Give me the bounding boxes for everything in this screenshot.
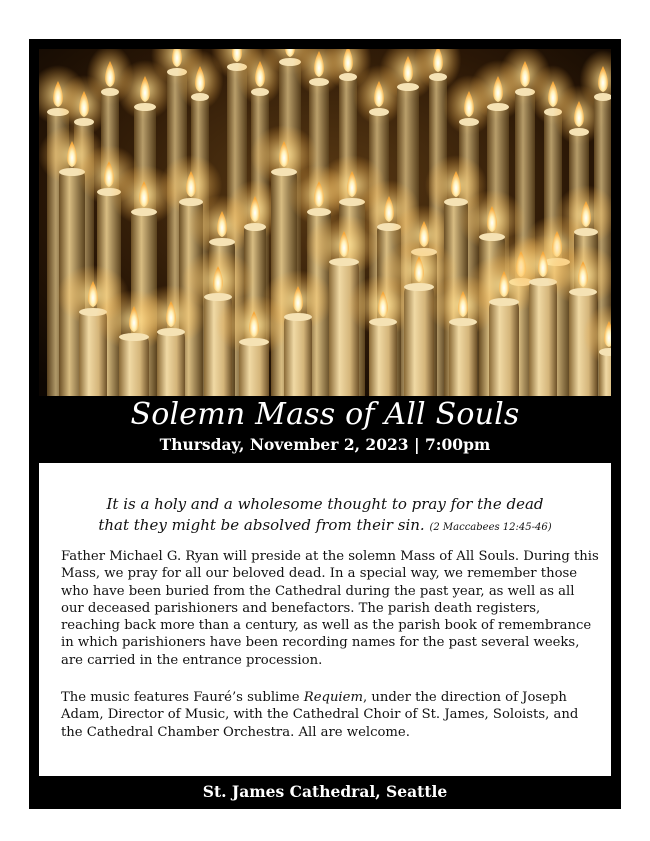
quote-reference: (2 Maccabees 12:45-46) — [429, 522, 552, 533]
candle-top — [574, 228, 598, 236]
candle-wax — [449, 319, 477, 396]
candle-wax — [599, 349, 611, 396]
paragraph-mass-description: Father Michael G. Ryan will preside at the solemn Mass of All Souls. During this Mass, we pray for all our beloved dead. In a special way, we remember those who have been buried from the Cathedral during the past year, as well as all our deceased parishioners and benefactors. The parish death registers, reaching back more than a century, as well as the parish book of remembrance in which parishioners have been recording names for the past several weeks, are carried in the entrance procession. — [61, 549, 599, 668]
candle-top — [307, 208, 331, 216]
event-datetime: Thursday, November 2, 2023 | 7:00pm — [159, 435, 491, 454]
flyer-frame — [29, 39, 621, 809]
candle-wax — [369, 319, 397, 396]
quote-line-1: It is a holy and a wholesome thought to pray for the dead — [106, 495, 544, 513]
candle-top — [157, 328, 185, 336]
candle-wax — [239, 339, 269, 396]
candle-top — [397, 83, 419, 91]
candle-top — [489, 298, 519, 306]
quote-line-2-text: that they might be absolved from their sin. — [98, 516, 425, 534]
candle-top — [339, 73, 357, 81]
candle-top — [209, 238, 235, 246]
candle-top — [251, 88, 269, 96]
candle-top — [244, 223, 266, 231]
candle-wax — [157, 329, 185, 396]
candle-top — [569, 128, 589, 136]
candle-top — [239, 338, 269, 346]
candle-top — [204, 293, 232, 301]
candle-top — [284, 313, 312, 321]
quote-line-2 — [39, 515, 611, 538]
candle-top — [329, 258, 359, 266]
candle-top — [459, 118, 479, 126]
candle-wax — [284, 314, 312, 396]
candle-top — [271, 168, 297, 176]
candle-top — [101, 88, 119, 96]
candle-top — [309, 78, 329, 86]
paragraph-music-end: , under the direction of Joseph Adam, Director of Music, with the Cathedral Choir of St. James, Soloists, and the Cathedral Chamber Orchestra. All are welcome. — [61, 690, 579, 740]
candles-illustration — [39, 49, 611, 396]
candle-wax — [489, 299, 519, 396]
location-footer: St. James Cathedral, Seattle — [202, 782, 448, 801]
candle-top — [191, 93, 209, 101]
candle-top — [369, 108, 389, 116]
candle-wax — [329, 259, 359, 396]
candle-top — [487, 103, 509, 111]
candles-photo — [39, 49, 611, 396]
paragraph-music — [61, 689, 601, 741]
candle-top — [74, 118, 94, 126]
requiem-title: Requiem — [303, 690, 363, 705]
paragraph-music-start: The music features Fauré’s sublime — [61, 690, 304, 705]
candle-top — [429, 73, 447, 81]
candle-top — [131, 208, 157, 216]
candle-wax — [119, 334, 149, 396]
event-title: Solemn Mass of All Souls — [130, 397, 520, 432]
candle-top — [369, 318, 397, 326]
candle-top — [479, 233, 505, 241]
candle-top — [569, 288, 597, 296]
description-panel — [39, 463, 611, 776]
scripture-quote — [39, 494, 611, 538]
candle-top — [134, 103, 156, 111]
candle-top — [404, 283, 434, 291]
candle-wax — [529, 279, 557, 396]
candle-top — [449, 318, 477, 326]
